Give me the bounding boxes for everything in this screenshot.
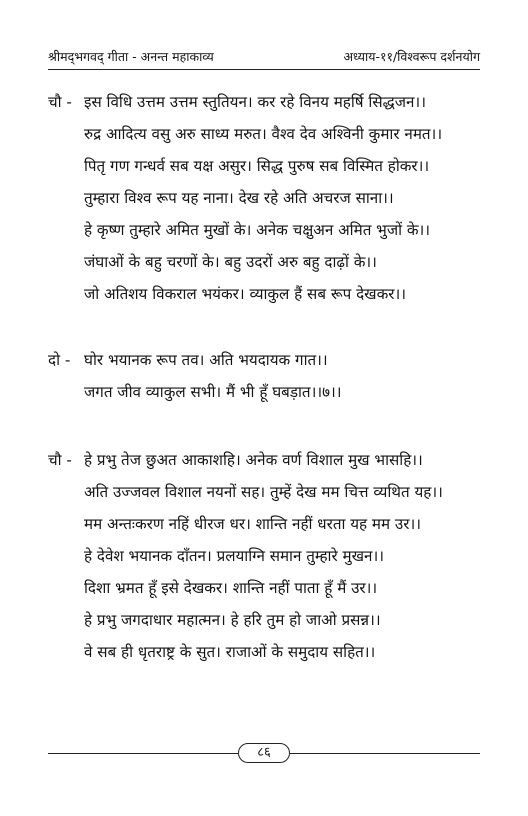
verse-line [48,514,492,542]
verse-text: जो अतिशय विकराल भयंकर। व्याकुल हैं सब रूप देखकर।। [84,285,406,303]
verse-text: जगत जीव व्याकुल सभी। मैं भी हूँ घबड़ात।।७।। [84,383,342,401]
verse-line [48,546,492,574]
verse-text: हे प्रभु जगदाधार महात्मन। हे हरि तुम हो जाओ प्रसन्न।। [84,611,381,629]
verse-line [48,156,492,184]
verse-text: हे देवेश भयानक दाँतन। प्रलयाग्नि समान तुम्हारे मुखन।। [84,547,384,565]
footer-divider-right [290,753,480,754]
stanza-label: चौ - [48,93,72,111]
verse-text: पितृ गण गन्धर्व सब यक्ष असुर। सिद्ध पुरुष सब विस्मित होकर।। [84,157,430,175]
verse-line [48,450,492,478]
footer-divider-left [48,753,238,754]
verse-line [48,188,492,216]
verse-text: मम अन्तःकरण नहिं धीरज धर। शान्ति नहीं धरता यह मम उर।। [84,515,421,533]
verse-text: हे कृष्ण तुम्हारे अमित मुखों के। अनेक चक्षुअन अमित भुजों के।। [84,221,431,239]
page-number: ८६ [238,743,290,763]
verse-line [48,578,492,606]
verse-line [48,382,492,410]
running-header [48,48,480,70]
verse-text: रुद्र आदित्य वसु अरु साध्य मरुत। वैश्व देव अश्विनी कुमार नमत।। [84,125,443,143]
chapter-title: अध्याय-११/विश्वरूप दर्शनयोग [343,49,480,64]
verse-text: हे प्रभु तेज छुअत आकाशहि। अनेक वर्ण विशाल मुख भासहि।। [84,451,423,469]
verse-line [48,482,492,510]
verse-line [48,284,492,312]
verse-text: जंघाओं के बहु चरणों के। बहु उदरों अरु बहु दाढ़ों के।। [84,253,377,271]
verse-line [48,610,492,638]
verse-text: इस विधि उत्तम उत्तम स्तुतियन। कर रहे विनय महर्षि सिद्धजन।। [84,93,426,111]
stanza-label: चौ - [48,451,72,469]
book-title: श्रीमद्‌भगवद् गीता - अनन्त महाकाव्य [48,49,214,64]
verse-line [48,350,492,378]
verse-text: अति उज्जवल विशाल नयनों सह। तुम्हें देख मम चित्त व्यथित यह।। [84,483,443,501]
verse-text: वे सब ही धृतराष्ट्र के सुत। राजाओं के समुदाय सहित।। [84,643,376,661]
header-divider [48,69,480,70]
verse-line [48,252,492,280]
verse-text: दिशा भ्रमत हूँ इसे देखकर। शान्ति नहीं पाता हूँ मैं उर।। [84,579,378,597]
verse-line [48,220,492,248]
stanza-label: दो - [48,351,71,369]
verse-line [48,124,492,152]
verse-text: घोर भयानक रूप तव। अति भयदायक गात।। [84,351,328,369]
verse-line [48,92,492,120]
verse-line [48,642,492,670]
verse-text: तुम्हारा विश्व रूप यह नाना। देख रहे अति अचरज साना।। [84,189,394,207]
